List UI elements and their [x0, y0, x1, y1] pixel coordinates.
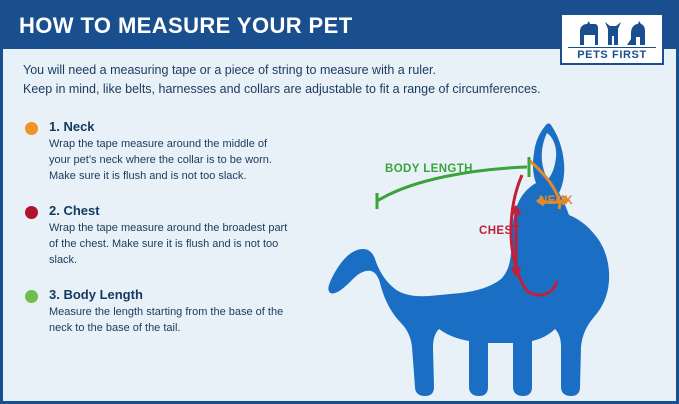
step-body-chest: Wrap the tape measure around the broadest part of the chest. Make sure it is flush and is not too slack. [49, 221, 288, 266]
measurement-steps-list [21, 119, 291, 355]
step-bullet-body-length [25, 290, 38, 303]
step-neck [21, 119, 291, 185]
step-title-body-length: 3. Body Length [49, 286, 143, 302]
logo-brand-text: PETS FIRST [577, 49, 647, 61]
brand-logo [560, 13, 664, 65]
page-title: HOW TO MEASURE YOUR PET [19, 13, 353, 38]
logo-divider [568, 47, 656, 48]
intro-line-2: Keep in mind, like belts, harnesses and collars are adjustable to fit a range of circumferences. [23, 82, 541, 97]
step-title-chest: 2. Chest [49, 202, 100, 218]
intro-text [23, 61, 543, 100]
dog-diagram [303, 103, 673, 403]
step-bullet-chest [25, 206, 38, 219]
step-body-body-length: Measure the length starting from the base of the neck to the base of the tail. [49, 305, 284, 334]
dog-sitting-silhouette-icon [625, 19, 647, 47]
cat-silhouette-icon [603, 19, 623, 47]
dog-illustration-svg [303, 103, 673, 403]
label-body-length: BODY LENGTH [385, 163, 473, 175]
step-body-length [21, 287, 291, 337]
step-bullet-neck [25, 122, 38, 135]
intro-line-1: You will need a measuring tape or a piece of string to measure with a ruler. [23, 63, 436, 77]
logo-silhouette-group [577, 17, 647, 47]
label-neck: NECK [539, 195, 574, 207]
dog-silhouette-icon [577, 19, 601, 47]
step-title-neck: 1. Neck [49, 119, 95, 134]
step-chest [21, 203, 291, 269]
step-body-neck: Wrap the tape measure around the middle of your pet’s neck where the collar is to be worn. Make sure it is flush and is not too slack. [49, 138, 272, 182]
label-chest: CHEST [479, 225, 520, 237]
